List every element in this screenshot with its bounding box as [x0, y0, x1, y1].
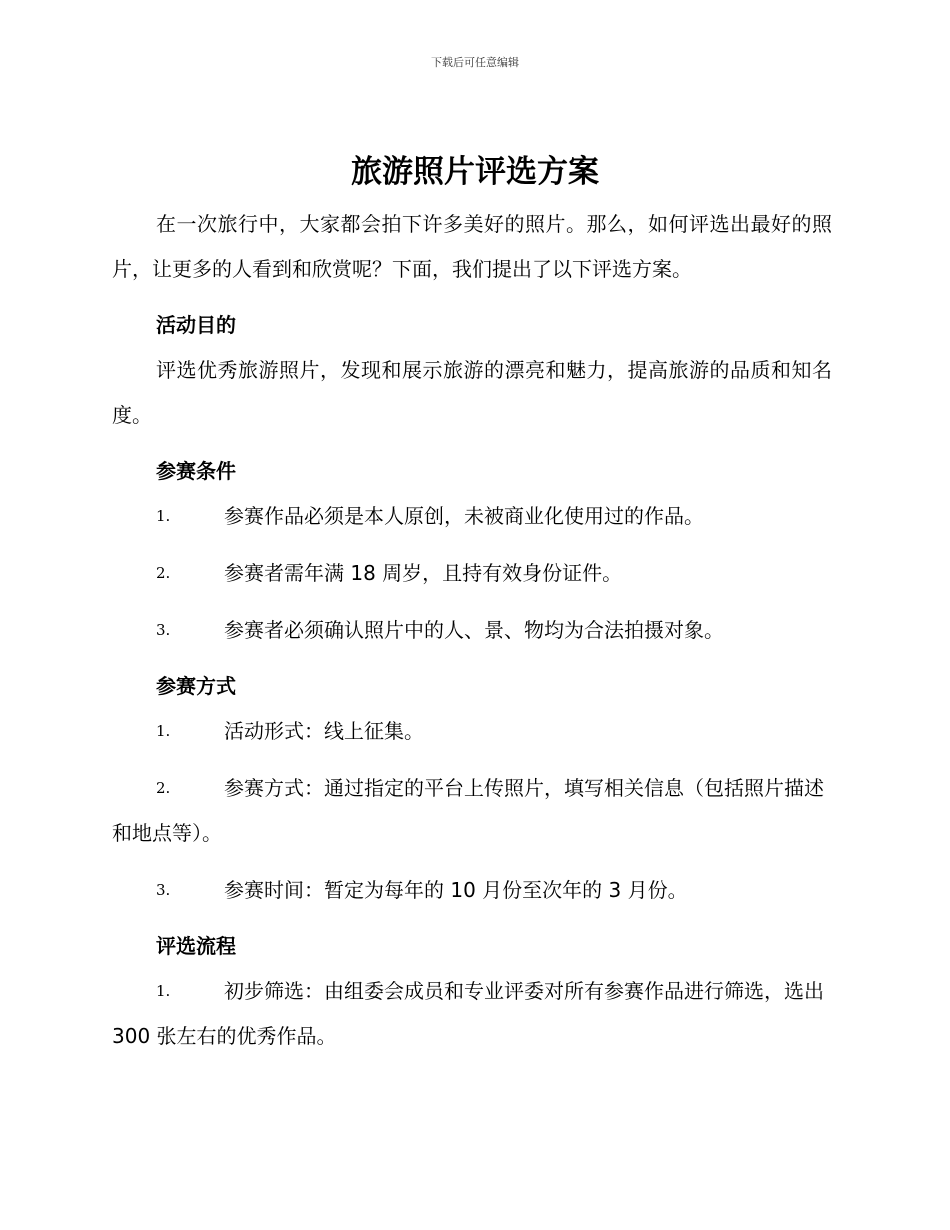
document-body — [112, 202, 832, 1059]
list-number: 1. — [156, 722, 171, 740]
section-heading-purpose: 活动目的 — [156, 313, 236, 337]
list-item — [112, 766, 832, 856]
list-item — [112, 969, 832, 1059]
list-item — [112, 868, 832, 913]
section-heading-method: 参赛方式 — [156, 674, 236, 698]
list-item-text: 参赛作品必须是本人原创，未被商业化使用过的作品。 — [224, 504, 704, 528]
list-item — [112, 551, 832, 596]
section-heading-eligibility: 参赛条件 — [156, 459, 236, 483]
list-number: 1. — [156, 507, 171, 525]
intro-paragraph: 在一次旅行中，大家都会拍下许多美好的照片。那么，如何评选出最好的照片，让更多的人看到和欣赏呢？下面，我们提出了以下评选方案。 — [112, 212, 832, 281]
list-item-text: 参赛方式：通过指定的平台上传照片，填写相关信息（包括照片描述和地点等）。 — [112, 776, 824, 845]
list-item — [112, 709, 832, 754]
list-item-text: 初步筛选：由组委会成员和专业评委对所有参赛作品进行筛选，选出 300 张左右的优秀作品。 — [112, 979, 824, 1048]
list-item — [112, 608, 832, 653]
list-number: 3. — [156, 621, 171, 639]
list-item-text: 参赛者必须确认照片中的人、景、物均为合法拍摄对象。 — [224, 618, 724, 642]
header-note: 下载后可任意编辑 — [431, 56, 519, 69]
purpose-paragraph: 评选优秀旅游照片，发现和展示旅游的漂亮和魅力，提高旅游的品质和知名度。 — [112, 358, 832, 427]
section-heading-process: 评选流程 — [156, 934, 236, 958]
list-item-text: 参赛时间：暂定为每年的 10 月份至次年的 3 月份。 — [224, 878, 688, 902]
list-number: 2. — [156, 564, 171, 582]
list-item — [112, 494, 832, 539]
list-number: 1. — [156, 982, 171, 1000]
list-number: 3. — [156, 881, 171, 899]
list-item-text: 参赛者需年满 18 周岁，且持有效身份证件。 — [224, 561, 623, 585]
list-number: 2. — [156, 779, 171, 797]
list-item-text: 活动形式：线上征集。 — [224, 719, 424, 743]
document-title: 旅游照片评选方案 — [351, 154, 599, 190]
